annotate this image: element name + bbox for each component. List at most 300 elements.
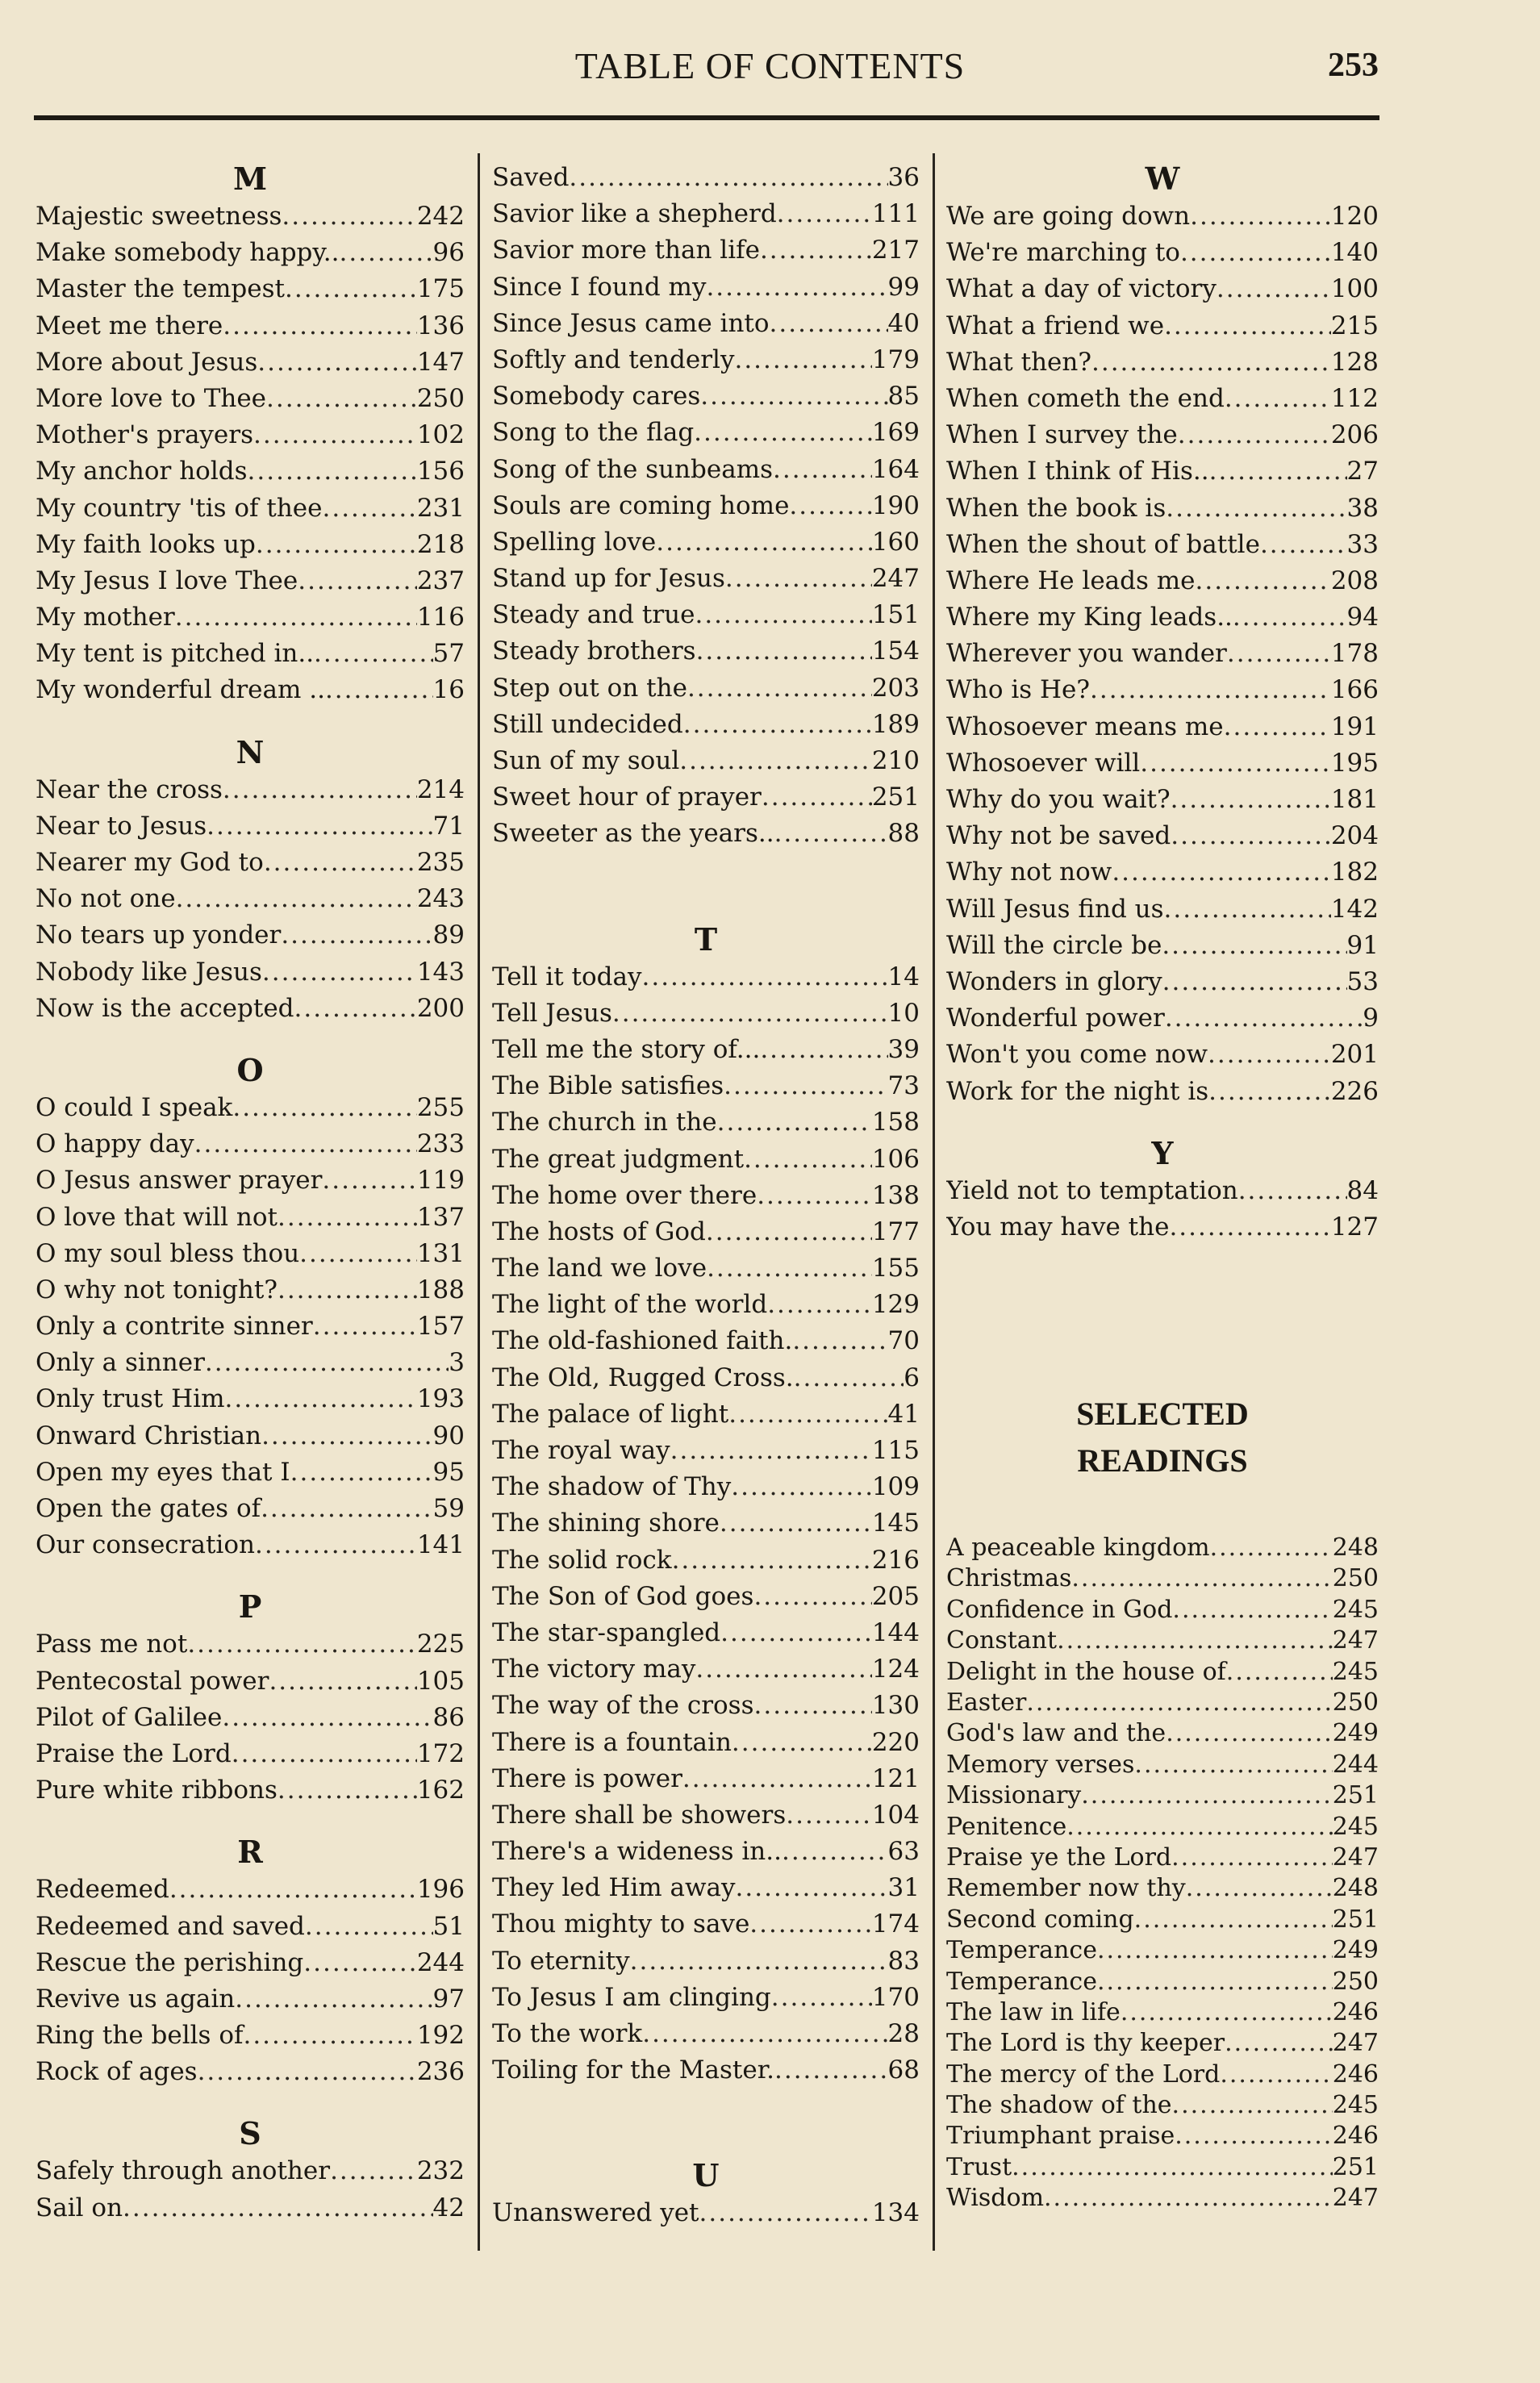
entry-page-number: 215	[1330, 311, 1379, 340]
entry-page-number: 174	[871, 1909, 920, 1939]
entry-title: The law in life	[946, 1997, 1121, 2026]
toc-entry	[492, 1688, 920, 1724]
entry-title: Saved	[492, 163, 570, 192]
dot-leader	[303, 1945, 417, 1981]
entry-title: Wonders in glory	[946, 966, 1162, 996]
entry-page-number: 247	[1332, 1843, 1379, 1872]
entry-page-number: 196	[416, 1875, 465, 1905]
entry-page-number: 206	[1330, 420, 1379, 450]
entry-title: Tell it today	[492, 962, 642, 991]
entry-title: Why not be saved	[946, 821, 1171, 851]
dot-leader	[261, 1491, 432, 1527]
entry-title: No not one	[35, 884, 176, 914]
dot-leader	[773, 452, 872, 488]
dot-leader	[1178, 417, 1331, 453]
entry-page-number: 40	[887, 308, 920, 338]
entry-page-number: 131	[416, 1238, 465, 1268]
toc-entry	[492, 1797, 920, 1834]
section-letter-heading: U	[692, 2157, 720, 2194]
entry-page-number: 250	[1332, 1967, 1379, 1996]
toc-entry	[946, 2183, 1379, 2214]
toc-entry	[946, 235, 1379, 271]
entry-page-number: 246	[1332, 2122, 1379, 2151]
dot-leader	[1225, 2028, 1333, 2059]
toc-entry	[35, 1981, 465, 2018]
entry-title: When cometh the end	[946, 383, 1225, 413]
entry-title: Temperance	[946, 1967, 1097, 1996]
dot-leader	[683, 707, 872, 743]
entry-page-number: 243	[416, 884, 465, 914]
entry-page-number: 105	[416, 1666, 465, 1696]
dot-leader	[682, 1761, 872, 1797]
dot-leader	[232, 1736, 417, 1772]
section-letter-heading: N	[236, 733, 265, 770]
toc-entry	[946, 527, 1379, 563]
entry-title: Revive us again	[35, 1984, 236, 2014]
entry-title: The Lord is thy keeper	[946, 2029, 1225, 2058]
entry-page-number: 130	[871, 1691, 920, 1721]
toc-entry	[492, 779, 920, 816]
entry-title: Delight in the house of	[946, 1657, 1226, 1686]
toc-entry	[946, 599, 1379, 636]
dot-leader	[1217, 271, 1331, 307]
entry-title: Christmas	[946, 1564, 1072, 1593]
entry-page-number: 145	[871, 1509, 920, 1538]
entry-title: God's law and the	[946, 1719, 1166, 1748]
toc-entry	[492, 1287, 920, 1323]
entry-title: The shadow of Thy	[492, 1472, 732, 1502]
toc-entry	[35, 954, 465, 991]
toc-entry	[492, 1104, 920, 1141]
dot-leader	[313, 1308, 417, 1345]
entry-title: The church in the	[492, 1108, 717, 1137]
entry-title: The Bible satisfies	[492, 1071, 724, 1101]
entry-title: Constant	[946, 1626, 1058, 1655]
toc-entry	[946, 1533, 1379, 1563]
toc-entry	[35, 1090, 465, 1126]
entry-title: Nearer my God to	[35, 848, 264, 877]
dot-leader	[1012, 2152, 1333, 2183]
entry-page-number: 201	[1330, 1040, 1379, 1070]
toc-entry	[492, 707, 920, 743]
entry-page-number: 102	[416, 420, 465, 450]
entry-page-number: 33	[1346, 529, 1379, 559]
toc-entry	[492, 1615, 920, 1651]
dot-leader	[205, 1345, 449, 1381]
toc-entry	[492, 1214, 920, 1250]
entry-title: There's a wideness in..	[492, 1837, 782, 1867]
entry-title: Still undecided	[492, 709, 683, 739]
toc-entry	[492, 378, 920, 415]
entry-title: My wonderful dream ..	[35, 675, 325, 705]
dot-leader	[1121, 1997, 1333, 2028]
entry-page-number: 245	[1332, 1595, 1379, 1624]
entry-page-number: 249	[1332, 1936, 1379, 1965]
entry-title: Will Jesus find us	[946, 894, 1164, 924]
dot-leader	[123, 2190, 433, 2226]
dot-leader	[187, 1626, 417, 1663]
toc-entry	[492, 1433, 920, 1469]
dot-leader	[1162, 964, 1347, 1000]
entry-title: Savior like a shepherd	[492, 199, 777, 229]
entry-page-number: 237	[416, 565, 465, 595]
section-gap	[35, 2090, 465, 2114]
entry-page-number: 248	[1332, 1534, 1379, 1563]
dot-leader	[1057, 1626, 1333, 1656]
toc-entry	[946, 928, 1379, 964]
dot-leader	[1180, 235, 1331, 271]
toc-entry	[946, 490, 1379, 527]
entry-title: Step out on the	[492, 673, 687, 703]
toc-entry	[35, 599, 465, 636]
toc-entry	[946, 1997, 1379, 2028]
dot-leader	[687, 670, 872, 707]
dot-leader	[222, 1700, 432, 1736]
toc-entry	[35, 1236, 465, 1272]
entry-title: What then?	[946, 347, 1091, 377]
dot-leader	[1081, 1780, 1332, 1811]
entry-title: Where my King leads..	[946, 603, 1233, 632]
toc-entry	[35, 772, 465, 808]
dot-leader	[720, 1615, 872, 1651]
section-letter-heading: W	[1145, 161, 1180, 197]
toc-entry	[946, 198, 1379, 235]
dot-leader	[255, 1527, 417, 1563]
entry-title: Meet me there	[35, 311, 223, 340]
entry-title: Will the circle be	[946, 930, 1162, 960]
toc-entry	[946, 1718, 1379, 1749]
dot-leader	[699, 2195, 872, 2231]
entry-page-number: 84	[1346, 1175, 1379, 1205]
entry-title: The victory may	[492, 1655, 696, 1684]
entry-title: Sweet hour of prayer	[492, 783, 762, 812]
entry-title: The land we love	[492, 1254, 707, 1283]
entry-title: A peaceable kingdom	[946, 1534, 1210, 1563]
toc-entry	[946, 709, 1379, 745]
entry-page-number: 250	[1332, 1564, 1379, 1593]
entry-title: The Son of God goes	[492, 1581, 754, 1611]
toc-entry	[946, 1935, 1379, 1966]
toc-entry	[35, 1454, 465, 1491]
entry-title: When the book is	[946, 493, 1166, 523]
entry-page-number: 178	[1330, 639, 1379, 669]
entry-page-number: 177	[871, 1217, 920, 1246]
dot-leader	[1112, 854, 1331, 891]
entry-page-number: 10	[887, 998, 920, 1028]
entry-page-number: 16	[432, 675, 465, 705]
entry-title: Wisdom	[946, 2184, 1045, 2213]
dot-leader	[194, 1126, 417, 1162]
entry-page-number: 208	[1330, 565, 1379, 595]
dot-leader	[175, 599, 417, 636]
dot-leader	[774, 2052, 888, 2089]
toc-entry	[946, 1905, 1379, 1935]
toc-entry	[946, 2152, 1379, 2183]
entry-title: My Jesus I love Thee	[35, 565, 298, 595]
dot-leader	[1165, 1000, 1363, 1037]
toc-entry	[35, 1126, 465, 1162]
dot-leader	[706, 269, 887, 306]
entry-title: Unanswered yet	[492, 2198, 699, 2228]
entry-title: To Jesus I am clinging	[492, 1982, 771, 2012]
dot-leader	[1227, 636, 1331, 672]
entry-page-number: 138	[871, 1180, 920, 1210]
dot-leader	[1164, 308, 1331, 344]
entry-page-number: 225	[416, 1630, 465, 1659]
dot-leader	[1172, 2090, 1333, 2121]
dot-leader	[330, 2153, 417, 2189]
toc-entry	[492, 1906, 920, 1943]
toc-entry	[35, 2054, 465, 2090]
toc-entry	[946, 1037, 1379, 1073]
entry-title: Steady brothers	[492, 636, 696, 666]
toc-entry	[492, 1068, 920, 1104]
entry-title: Penitence	[946, 1812, 1067, 1841]
dot-leader	[762, 779, 872, 816]
dot-leader	[305, 1909, 433, 1945]
section-letter-heading: P	[238, 1588, 262, 1626]
entry-page-number: 255	[416, 1092, 465, 1122]
dot-leader	[744, 1141, 872, 1178]
entry-page-number: 144	[871, 1617, 920, 1647]
toc-entry	[946, 818, 1379, 854]
toc-entry	[35, 2190, 465, 2226]
entry-page-number: 147	[416, 347, 465, 377]
entry-page-number: 70	[887, 1326, 920, 1356]
toc-entry	[946, 636, 1379, 672]
toc-entry	[35, 1527, 465, 1563]
entry-title: You may have the	[946, 1212, 1170, 1242]
dot-leader	[1134, 1905, 1333, 1935]
entry-title: The hosts of God	[492, 1217, 706, 1246]
dot-leader	[1071, 1563, 1332, 1594]
entry-title: Souls are coming home	[492, 490, 790, 520]
toc-entry	[35, 808, 465, 845]
entry-page-number: 41	[887, 1399, 920, 1429]
entry-title: Toiling for the Master.	[492, 2055, 774, 2085]
toc-entry	[35, 1345, 465, 1381]
dot-leader	[760, 232, 872, 269]
toc-entry	[492, 959, 920, 995]
dot-leader	[1166, 490, 1346, 527]
entry-title: The shadow of the	[946, 2091, 1172, 2120]
section-gap	[35, 1027, 465, 1051]
toc-entry	[946, 417, 1379, 453]
entry-title: Safely through another	[35, 2156, 331, 2186]
dot-leader	[630, 1943, 888, 1980]
dot-leader	[256, 527, 417, 563]
entry-page-number: 142	[1330, 894, 1379, 924]
dot-leader	[728, 1396, 887, 1433]
toc-entry	[35, 1945, 465, 1981]
dot-leader	[770, 306, 888, 342]
toc-entry	[35, 1663, 465, 1700]
entry-title: When I survey the	[946, 420, 1178, 450]
entry-title: There shall be showers	[492, 1800, 787, 1830]
dot-leader	[736, 1870, 888, 1906]
toc-entry	[946, 2028, 1379, 2059]
dot-leader	[642, 2016, 887, 2052]
dot-leader	[223, 772, 417, 808]
toc-entry	[35, 198, 465, 235]
entry-page-number: 216	[871, 1545, 920, 1575]
toc-entry	[492, 670, 920, 707]
toc-entry	[492, 995, 920, 1032]
toc-entry	[492, 160, 920, 196]
entry-title: Our consecration	[35, 1530, 255, 1560]
entry-title: Ring the bells of	[35, 2021, 244, 2051]
toc-entry	[35, 1272, 465, 1308]
selected-readings-title: SELECTED	[1076, 1396, 1249, 1433]
dot-leader	[322, 1162, 416, 1199]
entry-page-number: 6	[904, 1363, 920, 1392]
toc-entry	[946, 854, 1379, 891]
entry-page-number: 57	[432, 639, 465, 669]
entry-title: There is power	[492, 1763, 682, 1793]
dot-leader	[1226, 1657, 1333, 1688]
entry-title: What a friend we	[946, 311, 1165, 340]
entry-title: My faith looks up	[35, 529, 256, 559]
entry-title: Song to the flag	[492, 418, 695, 448]
dot-leader	[290, 1454, 433, 1491]
dot-leader	[266, 381, 417, 417]
entry-title: Only a sinner	[35, 1348, 205, 1378]
entry-page-number: 231	[416, 493, 465, 523]
toc-entry	[492, 488, 920, 524]
dot-leader	[717, 1104, 872, 1141]
entry-title: Sail on	[35, 2193, 123, 2222]
dot-leader	[725, 561, 872, 597]
toc-entry	[946, 271, 1379, 307]
section-letter-heading: M	[232, 161, 268, 197]
dot-leader	[1209, 453, 1347, 490]
toc-entry	[492, 1651, 920, 1688]
entry-page-number: 121	[871, 1763, 920, 1793]
selected-readings-title: READINGS	[1077, 1442, 1248, 1479]
entry-page-number: 97	[432, 1984, 465, 2014]
entry-page-number: 232	[416, 2156, 465, 2186]
entry-page-number: 220	[871, 1727, 920, 1757]
dot-leader	[1162, 928, 1346, 964]
entry-title: Sun of my soul	[492, 746, 680, 775]
entry-title: Pentecostal power	[35, 1666, 269, 1696]
entry-page-number: 233	[416, 1129, 465, 1159]
dot-leader	[792, 1323, 887, 1359]
dot-leader	[1171, 1843, 1333, 1873]
entry-title: Pass me not	[35, 1630, 188, 1659]
toc-entry	[35, 1491, 465, 1527]
dot-leader	[731, 1469, 872, 1505]
dot-leader	[278, 1200, 417, 1236]
page-title: TABLE OF CONTENTS	[574, 45, 966, 86]
entry-title: My tent is pitched in..	[35, 639, 315, 669]
toc-entry	[35, 235, 465, 271]
entry-title: When the shout of battle	[946, 529, 1260, 559]
entry-page-number: 189	[871, 709, 920, 739]
entry-title: Open my eyes that I	[35, 1457, 290, 1487]
entry-title: Yield not to temptation	[946, 1175, 1238, 1205]
entry-title: Make somebody happy..	[35, 238, 340, 268]
toc-entry	[492, 1141, 920, 1178]
entry-title: Memory verses	[946, 1750, 1135, 1779]
dot-leader	[694, 415, 872, 451]
dot-leader	[786, 1797, 872, 1834]
toc-entry	[946, 308, 1379, 344]
entry-title: There is a fountain	[492, 1727, 732, 1757]
entry-page-number: 235	[416, 848, 465, 877]
toc-entry	[492, 1980, 920, 2016]
dot-leader	[734, 342, 871, 378]
entry-title: Rock of ages	[35, 2057, 198, 2087]
section-gap	[35, 1563, 465, 1588]
dot-leader	[789, 488, 871, 524]
dot-leader	[1166, 1718, 1333, 1749]
toc-entry	[946, 1595, 1379, 1626]
entry-page-number: 158	[871, 1108, 920, 1137]
toc-entry	[35, 1308, 465, 1345]
entry-page-number: 120	[1330, 202, 1379, 231]
entry-title: O why not tonight?	[35, 1275, 278, 1304]
entry-page-number: 247	[1332, 1626, 1379, 1655]
entry-title: Whosoever means me	[946, 712, 1224, 741]
dot-leader	[700, 378, 887, 415]
entry-title: The Old, Rugged Cross.	[492, 1363, 794, 1392]
dot-leader	[281, 917, 432, 954]
dot-leader	[1090, 672, 1331, 708]
entry-title: Mother's prayers	[35, 420, 254, 450]
toc-entry	[946, 964, 1379, 1000]
entry-page-number: 193	[416, 1384, 465, 1414]
toc-entry	[946, 745, 1379, 782]
entry-page-number: 14	[887, 962, 920, 991]
entry-title: Stand up for Jesus	[492, 564, 725, 594]
entry-page-number: 73	[887, 1071, 920, 1101]
entry-page-number: 3	[449, 1348, 465, 1378]
dot-leader	[679, 743, 872, 779]
dot-leader	[261, 1418, 432, 1454]
dot-leader	[207, 808, 432, 845]
entry-page-number: 247	[1332, 2184, 1379, 2213]
entry-page-number: 175	[416, 274, 465, 304]
toc-entry	[35, 271, 465, 307]
entry-title: Redeemed	[35, 1875, 169, 1905]
entry-title: Softly and tenderly	[492, 344, 735, 374]
entry-title: O my soul bless thou	[35, 1238, 300, 1268]
entry-title: Sweeter as the years..	[492, 819, 774, 849]
dot-leader	[670, 1433, 872, 1469]
toc-entry	[492, 1761, 920, 1797]
entry-title: Tell Jesus	[492, 998, 612, 1028]
entry-page-number: 42	[432, 2193, 465, 2222]
entry-title: Nobody like Jesus	[35, 957, 262, 987]
toc-entry	[946, 1873, 1379, 1904]
entry-title: The great judgment	[492, 1144, 745, 1174]
dot-leader	[1175, 2121, 1333, 2151]
page-header	[0, 44, 1540, 101]
toc-entry	[946, 381, 1379, 417]
entry-page-number: 157	[416, 1312, 465, 1342]
toc-entry	[492, 1579, 920, 1615]
entry-page-number: 190	[871, 490, 920, 520]
toc-entry	[946, 1626, 1379, 1656]
dot-leader	[696, 633, 872, 670]
entry-page-number: 134	[871, 2198, 920, 2228]
dot-leader	[757, 1178, 872, 1214]
dot-leader	[278, 1272, 417, 1308]
dot-leader	[1171, 782, 1331, 818]
entry-page-number: 203	[871, 673, 920, 703]
entry-page-number: 156	[416, 457, 465, 486]
